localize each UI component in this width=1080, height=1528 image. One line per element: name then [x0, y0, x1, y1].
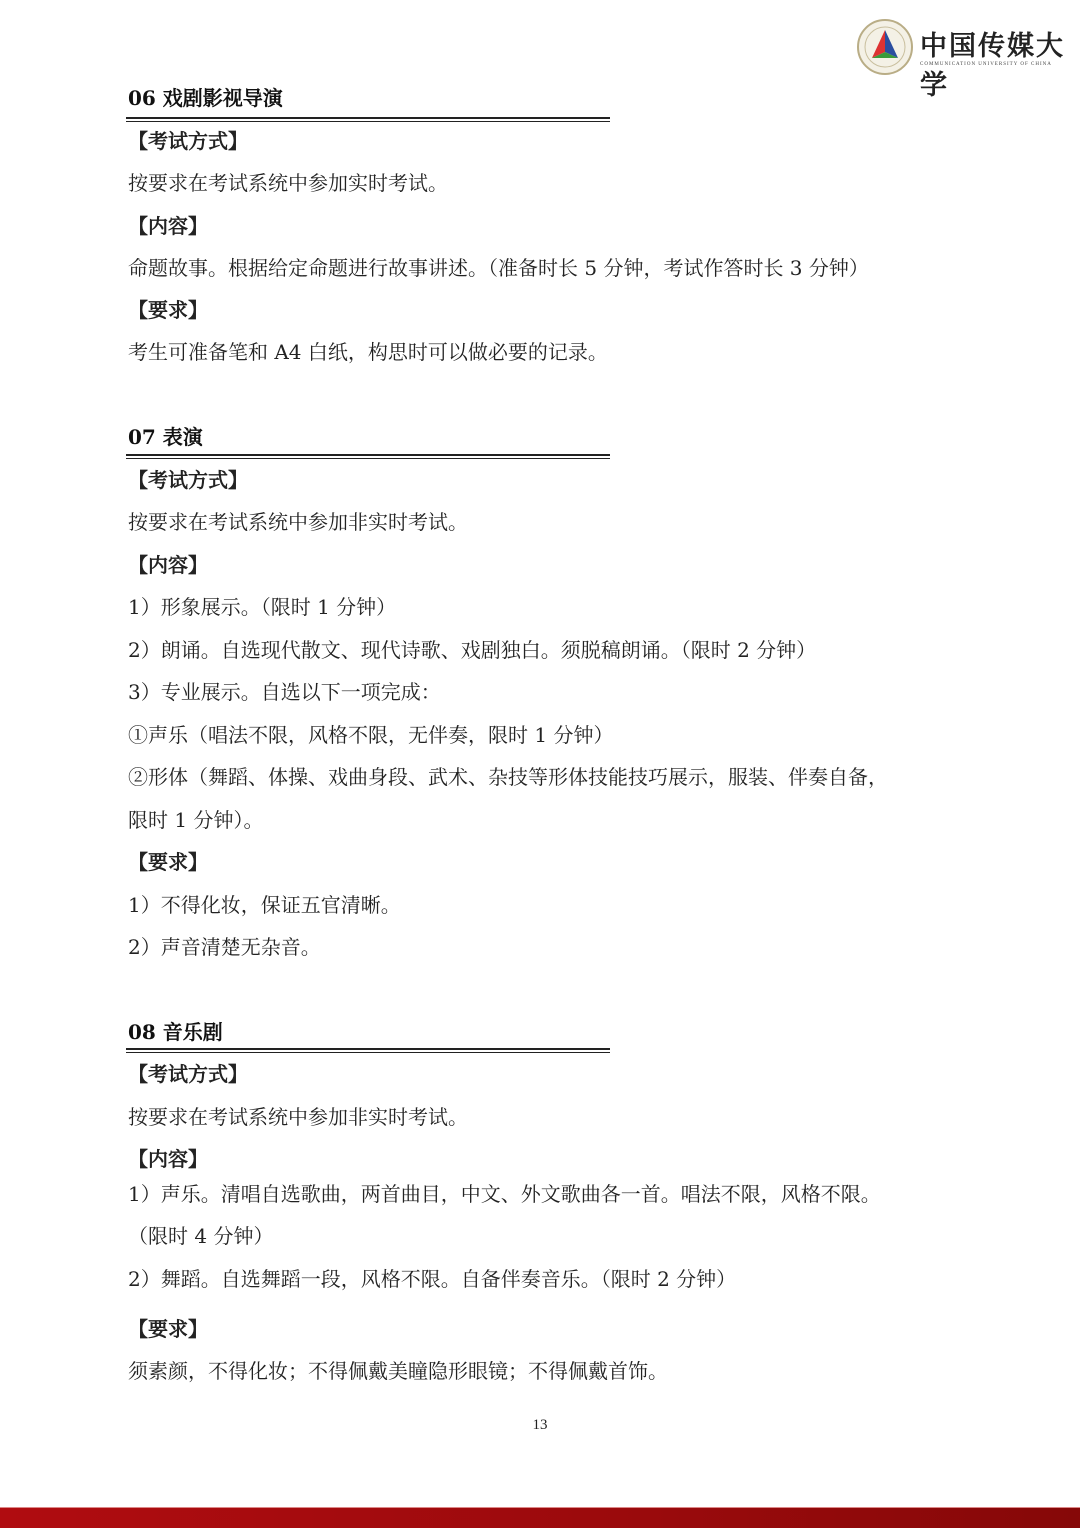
- subheading: 【考试方式】: [128, 1062, 248, 1086]
- paragraph: 考生可准备笔和 A4 白纸，构思时可以做必要的记录。: [128, 340, 608, 364]
- paragraph: 限时 1 分钟）。: [128, 808, 264, 832]
- paragraph: ①声乐（唱法不限，风格不限，无伴奏，限时 1 分钟）: [128, 723, 614, 747]
- section-title: 08 音乐剧: [128, 1020, 223, 1044]
- footer-bar: [0, 1507, 1080, 1528]
- paragraph: 2）朗诵。自选现代散文、现代诗歌、戏剧独白。须脱稿朗诵。（限时 2 分钟）: [128, 638, 817, 662]
- subheading: 【考试方式】: [128, 468, 248, 492]
- subheading: 【要求】: [128, 850, 208, 874]
- heading-rule: [126, 1048, 610, 1053]
- paragraph: 1）声乐。清唱自选歌曲，两首曲目，中文、外文歌曲各一首。唱法不限，风格不限。: [128, 1182, 881, 1206]
- section-title: 07 表演: [128, 425, 203, 449]
- subheading: 【要求】: [128, 298, 208, 322]
- logo-name: 中国传媒大学: [920, 31, 1065, 101]
- university-logo: [856, 18, 1066, 101]
- paragraph: 1）形象展示。（限时 1 分钟）: [128, 595, 397, 619]
- paragraph: （限时 4 分钟）: [128, 1224, 274, 1248]
- paragraph: 2）声音清楚无杂音。: [128, 935, 321, 959]
- paragraph: ②形体（舞蹈、体操、戏曲身段、武术、杂技等形体技能技巧展示，服装、伴奏自备，: [128, 765, 888, 789]
- paragraph: 按要求在考试系统中参加非实时考试。: [128, 510, 468, 534]
- paragraph: 2）舞蹈。自选舞蹈一段，风格不限。自备伴奏音乐。（限时 2 分钟）: [128, 1267, 737, 1291]
- emblem-icon: [856, 18, 914, 76]
- heading-rule: [126, 454, 610, 459]
- subheading: 【内容】: [128, 1147, 208, 1171]
- paragraph: 须素颜，不得化妆；不得佩戴美瞳隐形眼镜；不得佩戴首饰。: [128, 1359, 668, 1383]
- logo-english: COMMUNICATION UNIVERSITY OF CHINA: [920, 62, 1052, 67]
- paragraph: 3）专业展示。自选以下一项完成：: [128, 680, 441, 704]
- section-title: 06 戏剧影视导演: [128, 86, 283, 110]
- subheading: 【内容】: [128, 214, 208, 238]
- paragraph: 命题故事。根据给定命题进行故事讲述。（准备时长 5 分钟，考试作答时长 3 分钟）: [128, 256, 869, 280]
- paragraph: 按要求在考试系统中参加实时考试。: [128, 171, 448, 195]
- paragraph: 按要求在考试系统中参加非实时考试。: [128, 1105, 468, 1129]
- page-number: 13: [532, 1417, 548, 1433]
- subheading: 【考试方式】: [128, 129, 248, 153]
- subheading: 【要求】: [128, 1317, 208, 1341]
- heading-rule: [126, 117, 610, 122]
- paragraph: 1）不得化妆，保证五官清晰。: [128, 893, 401, 917]
- subheading: 【内容】: [128, 553, 208, 577]
